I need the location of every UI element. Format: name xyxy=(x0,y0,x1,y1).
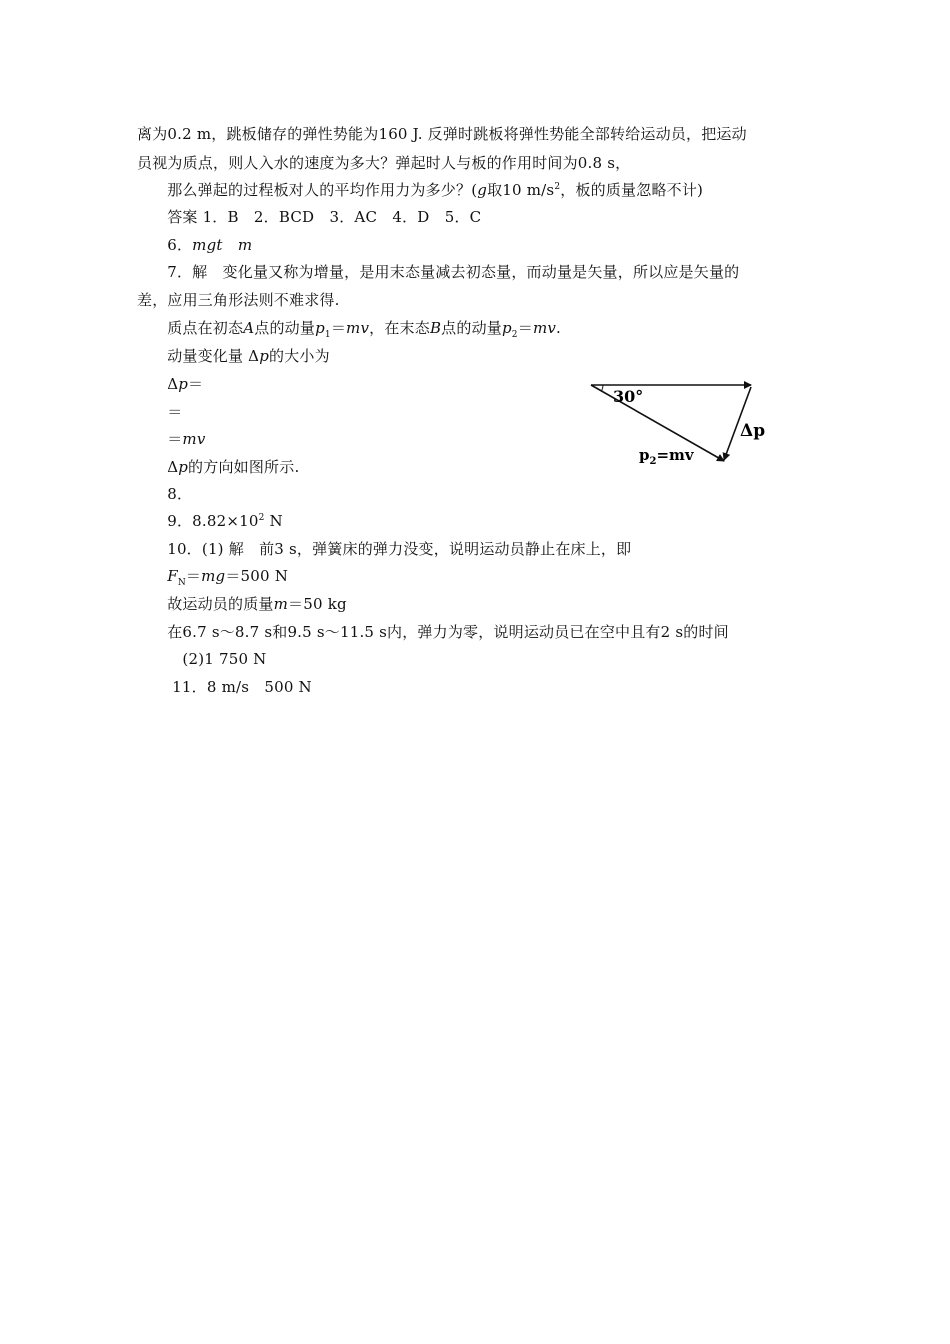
answer-7-line-2 xyxy=(137,290,340,310)
symbol-mg: mg xyxy=(201,567,226,585)
text-span: 取10 m/s xyxy=(487,181,555,199)
symbol-mgt: mgt xyxy=(192,236,223,254)
symbol-A: A xyxy=(243,319,255,337)
symbol-B: B xyxy=(429,319,442,337)
answer-10-line-2 xyxy=(152,566,288,586)
text-span: 点的动量 xyxy=(441,319,502,337)
subscript: 1 xyxy=(324,330,331,340)
text-span: 9．8.82×10 xyxy=(152,512,259,530)
problem-text-line-2 xyxy=(137,153,630,173)
symbol-p: p xyxy=(259,347,270,365)
answer-10-line-4 xyxy=(152,622,729,642)
symbol-p: p xyxy=(501,319,512,337)
superscript: 2 xyxy=(554,182,561,192)
subscript: 2 xyxy=(511,330,518,340)
text-span: ＝ xyxy=(152,403,183,421)
symbol-p: p xyxy=(315,319,325,337)
answer-10-line-1 xyxy=(152,539,631,559)
text-span: 那么弹起的过程板对人的平均作用力为多少？( xyxy=(152,181,478,199)
symbol-g: g xyxy=(477,181,488,199)
text-span: ＝ xyxy=(185,567,202,585)
symbol-mv: mv xyxy=(346,319,370,337)
angle-label: 30° xyxy=(613,387,644,406)
text-span: Δ xyxy=(152,375,179,393)
symbol-mv: mv xyxy=(532,319,557,337)
p2-label-p: p xyxy=(639,446,650,464)
answer-9-line xyxy=(152,511,283,531)
text-span: . xyxy=(556,319,562,337)
answer-8-line xyxy=(152,484,192,504)
text-span: 离为0.2 m，跳板储存的弹性势能为160 J. 反弹时跳板将弹性势能全部转给运动员，把运动 xyxy=(137,125,747,143)
text-span: 6． xyxy=(152,236,193,254)
text-span: 10．(1) 解 前3 s，弹簧床的弹力没变，说明运动员静止在床上，即 xyxy=(152,540,632,558)
answer-7-line-3 xyxy=(152,318,561,338)
text-span: (2)1 750 N xyxy=(152,650,267,668)
text-span: 7．解 变化量又称为增量，是用末态量减去初态量，而动量是矢量，所以应是矢量的 xyxy=(152,263,740,281)
answer-11-line xyxy=(152,677,312,697)
text-span: 在6.7 s～8.7 s和9.5 s～11.5 s内，弹力为零，说明运动员已在空中且有2 s的时间 xyxy=(152,623,729,641)
text-span: 的方向如图所示. xyxy=(188,458,300,476)
answer-10-line-3 xyxy=(152,594,347,614)
p2-label-rest: =mv xyxy=(656,446,694,464)
angle-arc xyxy=(602,385,604,391)
text-span: ＝500 N xyxy=(225,567,289,585)
text-span: ＝50 kg xyxy=(288,595,347,613)
answer-key-line xyxy=(152,207,481,227)
answer-6-line xyxy=(152,235,252,255)
text-span: ＝ xyxy=(152,430,183,448)
text-span: ＝ xyxy=(330,319,347,337)
text-span: ＝ xyxy=(188,375,204,393)
text-span: 11．8 m/s 500 N xyxy=(152,678,312,696)
text-span: 点的动量 xyxy=(254,319,316,337)
delta-p-label: Δp xyxy=(740,421,766,441)
text-span: 差，应用三角形法则不难求得. xyxy=(137,291,340,309)
symbol-F: F xyxy=(167,567,178,585)
answer-7-line-7 xyxy=(152,429,206,449)
answer-7-line-4 xyxy=(152,346,330,366)
problem-text-line-3 xyxy=(152,180,703,200)
answer-7-line-6 xyxy=(152,402,182,422)
answer-10-line-5 xyxy=(152,649,266,669)
answer-7-line-1 xyxy=(152,262,739,282)
text-span xyxy=(223,236,238,254)
subscript: N xyxy=(177,578,186,588)
text-span: 答案 1．B 2．BCD 3．AC 4．D 5．C xyxy=(152,208,482,226)
problem-text-line-1 xyxy=(137,124,747,144)
text-span: 8． xyxy=(152,485,193,503)
text-span: 故运动员的质量 xyxy=(152,595,274,613)
symbol-p: p xyxy=(178,458,189,476)
text-span: ＝ xyxy=(517,319,533,337)
symbol-mv: mv xyxy=(182,430,206,448)
text-span xyxy=(152,567,167,585)
text-span: 质点在初态 xyxy=(152,319,244,337)
text-span: Δ xyxy=(152,458,179,476)
text-span: ，板的质量忽略不计) xyxy=(560,181,704,199)
text-span: 的大小为 xyxy=(269,347,330,365)
symbol-m: m xyxy=(273,595,289,613)
p2-label-sub: 2 xyxy=(649,456,657,467)
text-span: 动量变化量 Δ xyxy=(152,347,260,365)
answer-7-line-8 xyxy=(152,457,299,477)
symbol-p: p xyxy=(178,375,189,393)
text-span: 员视为质点，则人入水的速度为多大？弹起时人与板的作用时间为0.8 s， xyxy=(137,154,631,172)
p2-label xyxy=(639,446,695,467)
symbol-m: m xyxy=(237,236,253,254)
answer-7-line-5 xyxy=(152,374,203,394)
text-span: ，在末态 xyxy=(369,319,430,337)
superscript: 2 xyxy=(258,513,265,523)
momentum-triangle-diagram xyxy=(585,378,775,470)
text-span: N xyxy=(264,512,283,530)
